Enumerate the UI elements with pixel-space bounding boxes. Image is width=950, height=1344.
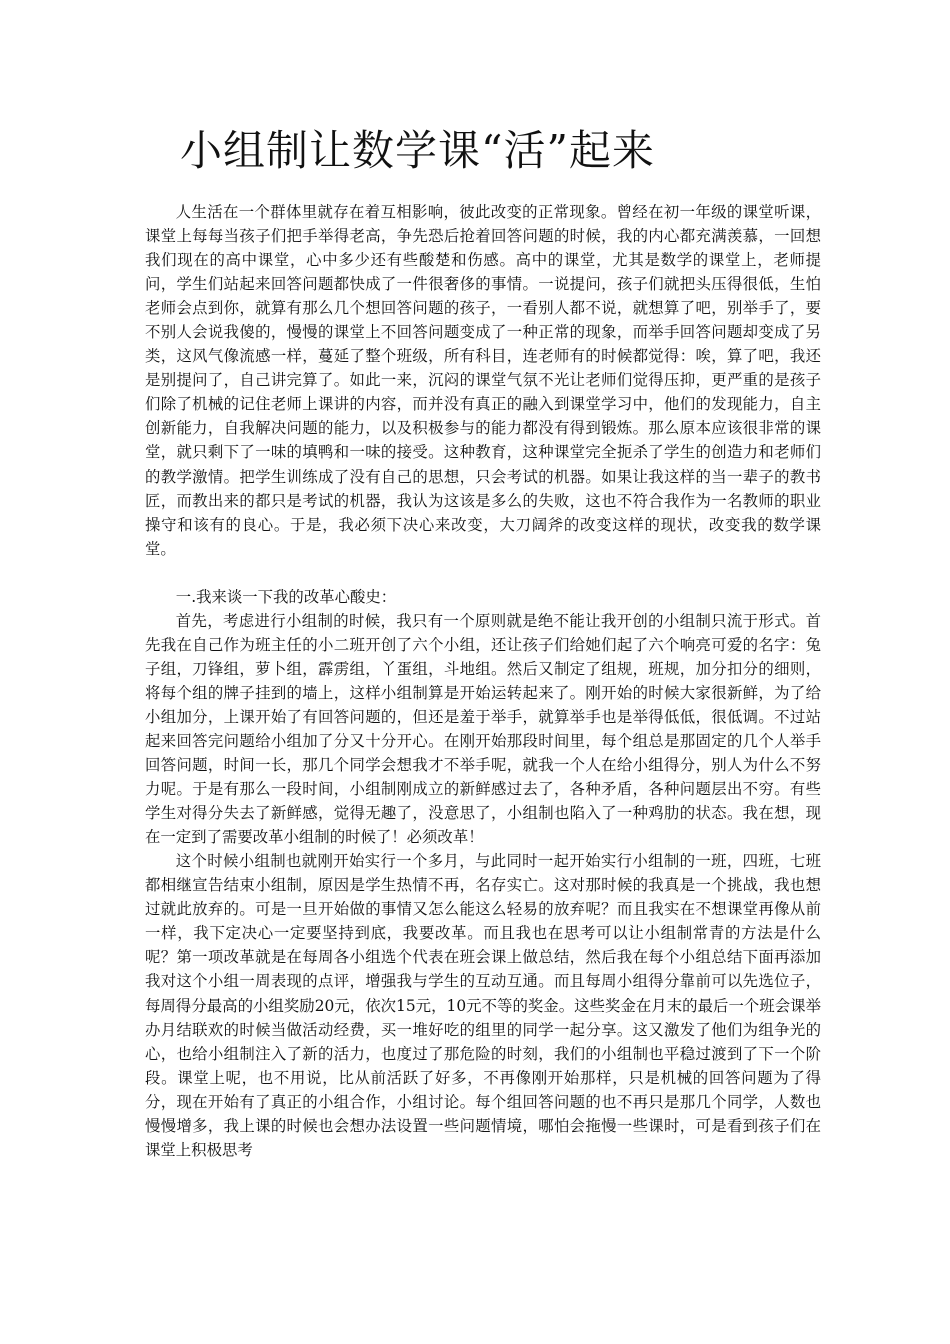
intro-paragraph: 人生活在一个群体里就存在着互相影响，彼此改变的正常现象。曾经在初一年级的课堂听课，课堂上每每当孩子们把手举得老高，争先恐后抢着回答问题的时候，我的内心都充满羡慕，一回想我们现在的高中课堂，心中多少还有些酸楚和伤感。高中的课堂，尤其是数学的课堂上，老师提问，学生们站起来回答问题都快成了一件很奢侈的事情。一说提问，孩子们就把头压得很低，生怕老师会点到你，就算有那么几个想回答问题的孩子，一看别人都不说，就想算了吧，别举手了，要不别人会说我傻的，慢慢的课堂上不回答问题变成了一种正常的现象，而举手回答问题却变成了另类，这风气像流感一样，蔓延了整个班级，所有科目，连老师有的时候都觉得：唉，算了吧，我还是别提问了，自己讲完算了。如此一来，沉闷的课堂气氛不光让老师们觉得压抑，更严重的是孩子们除了机械的记住老师上课讲的内容，而并没有真正的融入到课堂学习中，他们的发现能力，自主创新能力，自我解决问题的能力，以及积极参与的能力都没有得到锻炼。那么原本应该很非常的课堂，就只剩下了一味的填鸭和一味的接受。这种教育，这种课堂完全扼杀了学生的创造力和老师们的教学激情。把学生训练成了没有自己的思想，只会考试的机器。如果让我这样的当一辈子的教书匠，而教出来的都只是考试的机器，我认为这该是多么的失败，这也不符合我作为一名教师的职业操守和该有的良心。于是，我必须下决心来改变，大刀阔斧的改变这样的现状，改变我的数学课堂。 (145, 203, 821, 558)
document-body (145, 200, 821, 1162)
body-paragraph-1: 首先，考虑进行小组制的时候，我只有一个原则就是绝不能让我开创的小组制只流于形式。首先我在自己作为班主任的小二班开创了六个小组，还让孩子们给她们起了六个响亮可爱的名字：兔子组，刀锋组，萝卜组，霹雳组，丫蛋组，斗地组。然后又制定了组规，班规，加分扣分的细则，将每个组的牌子挂到的墙上，这样小组制算是开始运转起来了。刚开始的时候大家很新鲜，为了给小组加分，上课开始了有回答问题的，但还是羞于举手，就算举手也是举得低低，很低调。不过站起来回答完问题给小组加了分又十分开心。在刚开始那段时间里，每个组总是那固定的几个人举手回答问题，时间一长，那几个同学会想我才不举手呢，就我一个人在给小组得分，别人为什么不努力呢。于是有那么一段时间，小组制刚成立的新鲜感过去了，各种矛盾，各种问题层出不穷。有些学生对得分失去了新鲜感，觉得无趣了，没意思了，小组制也陷入了一种鸡肋的状态。我在想，现在一定到了需要改革小组制的时候了！必须改革！ (145, 611, 821, 847)
document-title: 小组制让数学课“活”起来 (180, 126, 655, 175)
body-paragraph-2: 这个时候小组制也就刚开始实行一个多月，与此同时一起开始实行小组制的一班，四班，七班都相继宣告结束小组制，原因是学生热情不再，名存实亡。这对那时候的我真是一个挑战，我也想过就此放弃的。可是一旦开始做的事情又怎么能这么轻易的放弃呢？而且我实在不想课堂再像从前一样，我下定决心一定要坚持到底，我要改革。而且我也在思考可以让小组制常青的方法是什么呢？第一项改革就是在每周各小组选个代表在班会课上做总结，然后我在每个小组总结下面再添加我对这个小组一周表现的点评，增强我与学生的互动互通。而且每周小组得分靠前可以先选位子，每周得分最高的小组奖励20元，依次15元，10元不等的奖金。这些奖金在月末的最后一个班会课举办月结联欢的时候当做活动经费，买一堆好吃的组里的同学一起分享。这又激发了他们为组争光的心，也给小组制注入了新的活力，也度过了那危险的时刻，我们的小组制也平稳过渡到了下一个阶段。课堂上呢，也不用说，比从前活跃了好多，不再像刚开始那样，只是机械的回答问题为了得分，现在开始有了真正的小组合作，小组讨论。每个组回答问题的也不再只是那几个同学，人数也慢慢增多，我上课的时候也会想办法设置一些问题情境，哪怕会拖慢一些课时，可是看到孩子们在课堂上积极思考 (145, 852, 821, 1159)
section-heading: 一.我来谈一下我的改革心酸史： (175, 587, 397, 606)
